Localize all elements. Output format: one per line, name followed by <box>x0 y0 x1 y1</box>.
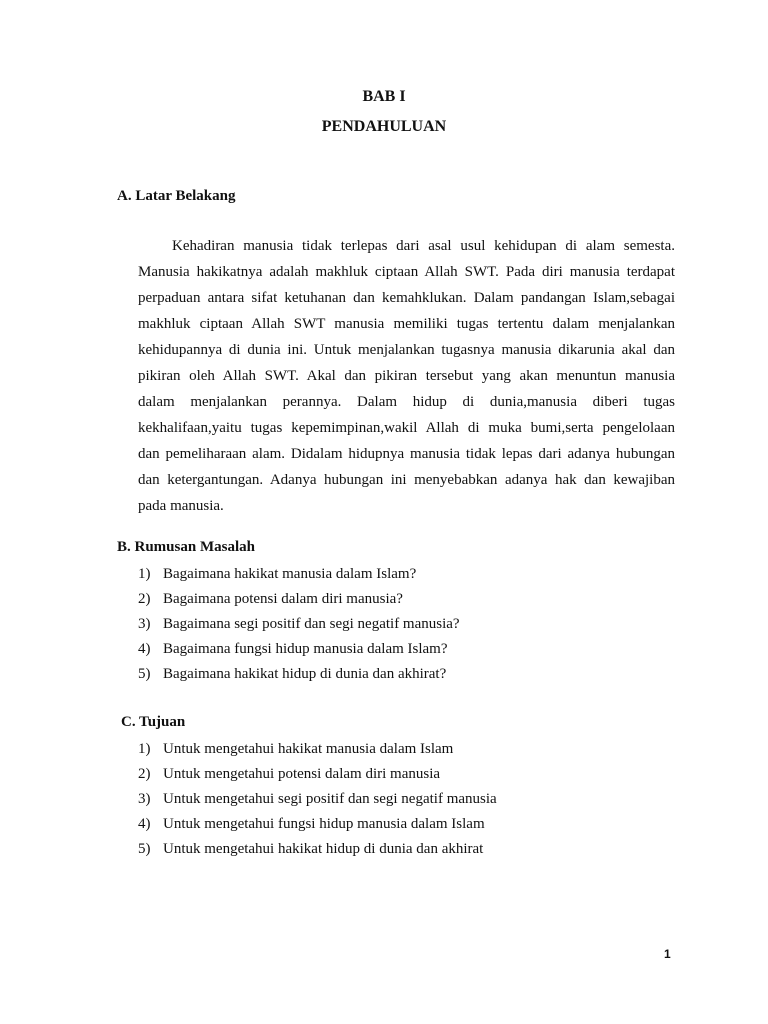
paragraph-line: Manusia hakikatnya adalah makhluk ciptaan Allah SWT. Pada diri manusia terdapat <box>138 264 675 280</box>
list-item-text: Bagaimana hakikat hidup di dunia dan akhirat? <box>163 666 447 682</box>
paragraph-line: pikiran oleh Allah SWT. Akal dan pikiran tersebut yang akan menuntun manusia <box>138 368 675 384</box>
list-item-text: Untuk mengetahui hakikat hidup di dunia dan akhirat <box>163 841 484 857</box>
paragraph-line: dan ketergantungan. Adanya hubungan ini menyebabkan adanya hak dan kewajiban <box>138 472 675 488</box>
list-item <box>138 587 460 612</box>
paragraph-line: pada manusia. <box>138 498 224 514</box>
list-item-number: 4) <box>138 641 151 657</box>
list-item-number: 3) <box>138 616 151 632</box>
problems-list <box>138 562 460 687</box>
chapter-title: PENDAHULUAN <box>321 118 447 135</box>
section-heading-background: A. Latar Belakang <box>117 188 236 204</box>
list-item <box>138 762 497 787</box>
page-number: 1 <box>664 947 671 961</box>
paragraph-line: perpaduan antara sifat ketuhanan dan kemahklukan. Dalam pandangan Islam,sebagai <box>138 290 675 306</box>
list-item-number: 3) <box>138 791 151 807</box>
paragraph-line: kehidupannya di dunia ini. Untuk menjalankan tugasnya manusia dikarunia akal dan <box>138 342 675 358</box>
paragraph-line: Kehadiran manusia tidak terlepas dari asal usul kehidupan di alam semesta. <box>172 238 675 254</box>
list-item <box>138 787 497 812</box>
list-item-number: 5) <box>138 841 151 857</box>
list-item <box>138 812 497 837</box>
list-item <box>138 737 497 762</box>
paragraph-line: dalam menjalankan perannya. Dalam hidup di dunia,manusia diberi tugas <box>138 394 675 410</box>
list-item-text: Untuk mengetahui fungsi hidup manusia dalam Islam <box>163 816 485 832</box>
list-item-text: Bagaimana hakikat manusia dalam Islam? <box>163 566 417 582</box>
list-item-text: Untuk mengetahui potensi dalam diri manusia <box>163 766 441 782</box>
paragraph-line: makhluk ciptaan Allah SWT manusia memiliki tugas tertentu dalam menjalankan <box>138 316 675 332</box>
list-item-text: Bagaimana fungsi hidup manusia dalam Islam? <box>163 641 448 657</box>
list-item-number: 2) <box>138 766 151 782</box>
list-item-number: 1) <box>138 566 151 582</box>
list-item <box>138 637 460 662</box>
list-item-number: 4) <box>138 816 151 832</box>
chapter-number: BAB I <box>362 88 406 105</box>
list-item-number: 2) <box>138 591 151 607</box>
list-item-number: 1) <box>138 741 151 757</box>
goals-list <box>138 737 497 862</box>
background-paragraph <box>138 233 675 519</box>
list-item-text: Bagaimana potensi dalam diri manusia? <box>163 591 403 607</box>
section-heading-problems: B. Rumusan Masalah <box>117 539 255 555</box>
list-item-text: Untuk mengetahui hakikat manusia dalam Islam <box>163 741 454 757</box>
list-item <box>138 837 497 862</box>
list-item <box>138 562 460 587</box>
list-item <box>138 662 460 687</box>
section-heading-goals: C. Tujuan <box>121 714 186 730</box>
list-item <box>138 612 460 637</box>
list-item-number: 5) <box>138 666 151 682</box>
paragraph-line: dan pemeliharaan alam. Didalam hidupnya manusia tidak lepas dari adanya hubungan <box>138 446 675 462</box>
paragraph-line: kekhalifaan,yaitu tugas kepemimpinan,wakil Allah di muka bumi,serta pengelolaan <box>138 420 675 436</box>
list-item-text: Untuk mengetahui segi positif dan segi negatif manusia <box>163 791 497 807</box>
list-item-text: Bagaimana segi positif dan segi negatif manusia? <box>163 616 460 632</box>
